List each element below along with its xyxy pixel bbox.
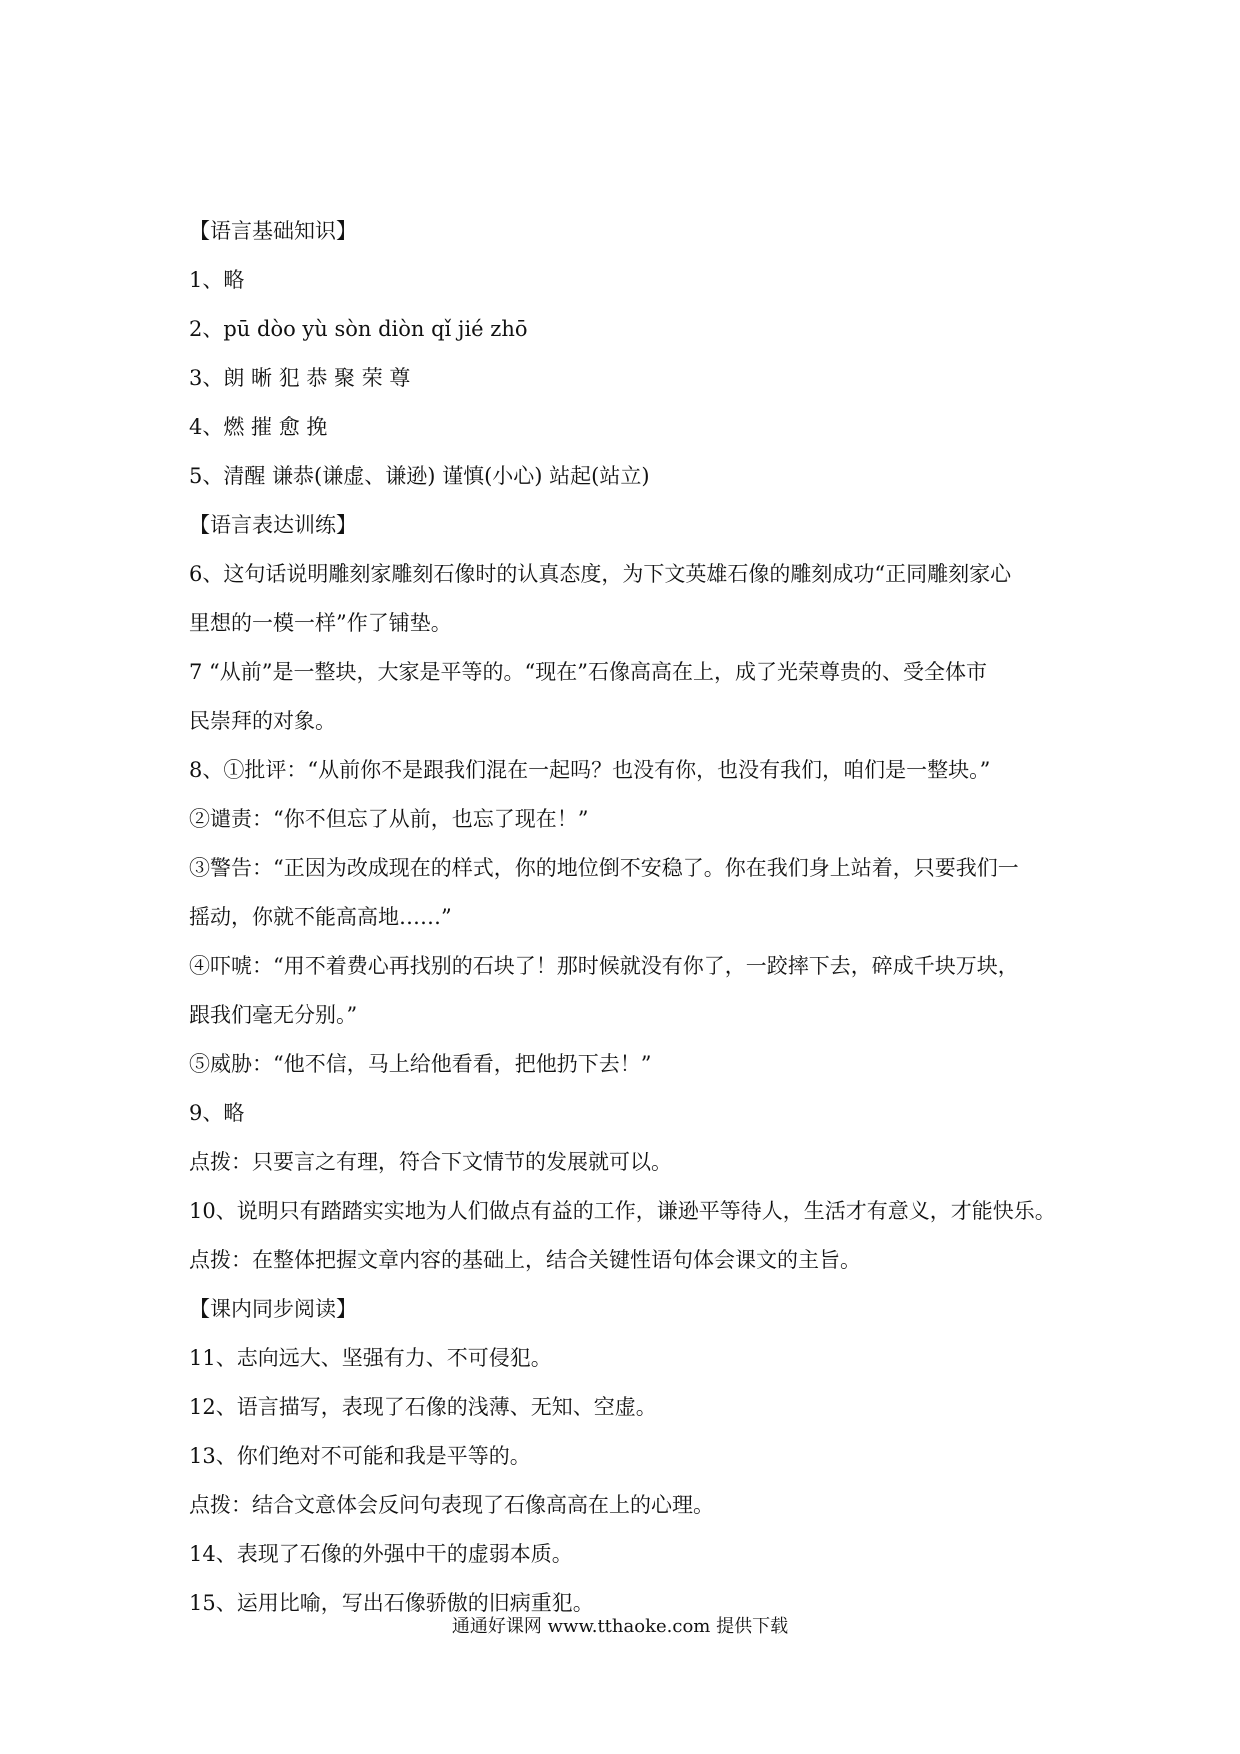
answer-line: 摇动，你就不能高高地……” [189,905,452,929]
section-heading-in-class-reading: 【课内同步阅读】 [189,1297,357,1321]
answer-line: ②谴责：“你不但忘了从前，也忘了现在！” [189,807,589,831]
answer-line: 里想的一模一样”作了铺垫。 [189,611,452,635]
footer-source: 通通好课网 www.tthaoke.com 提供下载 [451,1616,789,1637]
answer-line: 15、运用比喻，写出石像骄傲的旧病重犯。 [189,1591,594,1615]
answer-line: 点拨：在整体把握文章内容的基础上，结合关键性语句体会课文的主旨。 [189,1248,861,1272]
answer-line: 6、这句话说明雕刻家雕刻石像时的认真态度，为下文英雄石像的雕刻成功“正同雕刻家心 [189,562,1012,586]
answer-line: 11、志向远大、坚强有力、不可侵犯。 [189,1346,552,1370]
answer-line: 9、略 [189,1101,245,1125]
answer-content [189,207,1069,1628]
section-heading-language-basics: 【语言基础知识】 [189,219,357,243]
answer-line: ⑤威胁：“他不信，马上给他看看，把他扔下去！” [189,1052,652,1076]
answer-line: 10、说明只有踏踏实实地为人们做点有益的工作，谦逊平等待人，生活才有意义，才能快乐。 [189,1199,1056,1223]
answer-line: 14、表现了石像的外强中干的虚弱本质。 [189,1542,573,1566]
answer-line: 13、你们绝对不可能和我是平等的。 [189,1444,531,1468]
answer-line: ③警告：“正因为改成现在的样式，你的地位倒不安稳了。你在我们身上站着，只要我们一 [189,856,1019,880]
answer-line: 7 “从前”是一整块，大家是平等的。“现在”石像高高在上，成了光荣尊贵的、受全体市 [189,660,987,684]
section-heading-expression-training: 【语言表达训练】 [189,513,357,537]
answer-line: 5、清醒 谦恭(谦虚、谦逊) 谨慎(小心) 站起(站立) [189,464,650,488]
answer-line: 3、朗 晰 犯 恭 聚 荣 尊 [189,366,411,390]
answer-line: 1、略 [189,268,245,292]
answer-line: ④吓唬：“用不着费心再找别的石块了！那时候就没有你了，一跤摔下去，碎成千块万块， [189,954,1019,978]
answer-line: 12、语言描写，表现了石像的浅薄、无知、空虚。 [189,1395,657,1419]
answer-line: 跟我们毫无分别。” [189,1003,358,1027]
answer-line: 8、①批评：“从前你不是跟我们混在一起吗？也没有你，也没有我们，咱们是一整块。” [189,758,991,782]
answer-line: 民崇拜的对象。 [189,709,336,733]
answer-line: 点拨：结合文意体会反问句表现了石像高高在上的心理。 [189,1493,714,1517]
answer-line: 4、燃 摧 愈 挽 [189,415,328,439]
answer-line: 点拨：只要言之有理，符合下文情节的发展就可以。 [189,1150,672,1174]
answer-line: 2、pū dòo yù sòn diòn qǐ jié zhō [189,317,528,341]
